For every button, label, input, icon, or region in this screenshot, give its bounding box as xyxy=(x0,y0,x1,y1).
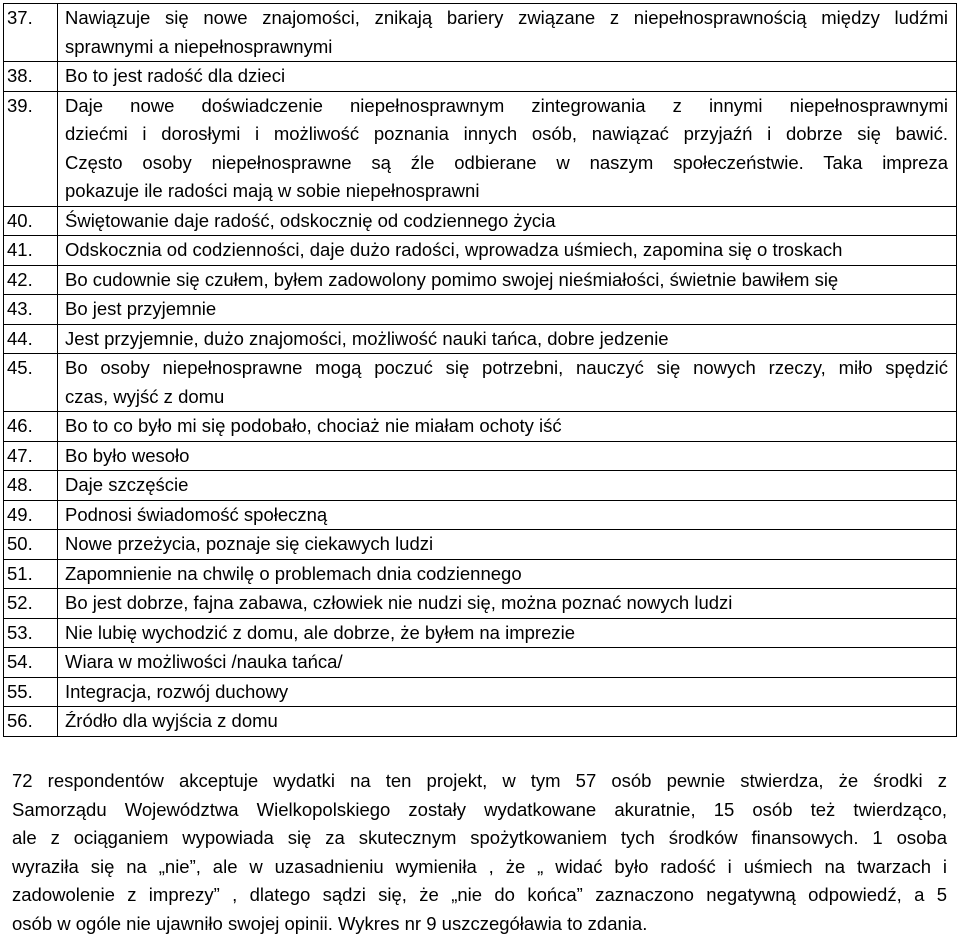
item-number: 37. xyxy=(4,4,58,62)
item-text-line: Daje szczęście xyxy=(65,474,189,495)
item-text xyxy=(58,677,957,707)
table-row xyxy=(4,324,957,354)
item-number: 42. xyxy=(4,265,58,295)
item-text-line: Odskocznia od codzienności, daje dużo radości, wprowadza uśmiech, zapomina się o troskach xyxy=(65,239,843,260)
item-number: 41. xyxy=(4,236,58,266)
item-text xyxy=(58,530,957,560)
item-text xyxy=(58,354,957,412)
item-text-line: Bo cudownie się czułem, byłem zadowolony pomimo swojej nieśmiałości, świetnie bawiłem się xyxy=(65,268,839,290)
item-text-line: Bo osoby niepełnosprawne mogą poczuć się potrzebni, nauczyć się nowych rzeczy, miło spędzić xyxy=(65,357,948,378)
item-text xyxy=(58,500,957,530)
item-number: 50. xyxy=(4,530,58,560)
item-number: 56. xyxy=(4,707,58,737)
item-text-line: Nie lubię wychodzić z domu, ale dobrze, że byłem na imprezie xyxy=(65,621,576,643)
item-text xyxy=(58,412,957,442)
table-row xyxy=(4,530,957,560)
table-row xyxy=(4,91,957,206)
item-text-line: pokazuje ile radości mają w sobie niepełnosprawni xyxy=(65,180,480,201)
summary-line: 72 respondentów akceptuje wydatki na ten projekt, w tym 57 osób pewnie stwierdza, że środki z xyxy=(12,770,947,791)
responses-table-body xyxy=(4,4,957,737)
item-number: 48. xyxy=(4,471,58,501)
item-number: 43. xyxy=(4,295,58,325)
item-text xyxy=(58,265,957,295)
item-text-line: Nowe przeżycia, poznaje się ciekawych ludzi xyxy=(65,533,434,554)
item-text-line: Daje nowe doświadczenie niepełnosprawnym zintegrowania z innymi niepełnosprawnymi xyxy=(65,94,948,116)
item-number: 38. xyxy=(4,62,58,92)
summary-line: wyraziła się na „nie”, ale w uzasadnieniu wymieniła , że „ widać było radość i uśmiech na twarzach i xyxy=(12,855,947,877)
item-text xyxy=(58,91,957,206)
item-text-line: Integracja, rozwój duchowy xyxy=(65,680,289,702)
item-text-line: Zapomnienie na chwilę o problemach dnia codziennego xyxy=(65,562,522,584)
item-text xyxy=(58,206,957,236)
item-number: 55. xyxy=(4,677,58,707)
table-row xyxy=(4,265,957,295)
table-row xyxy=(4,500,957,530)
item-text-line: Bo to jest radość dla dzieci xyxy=(65,65,286,86)
table-row xyxy=(4,62,957,92)
table-row xyxy=(4,471,957,501)
table-row xyxy=(4,677,957,707)
item-number: 54. xyxy=(4,648,58,678)
item-text xyxy=(58,471,957,501)
item-text xyxy=(58,4,957,62)
table-row xyxy=(4,441,957,471)
table-row xyxy=(4,559,957,589)
table-row xyxy=(4,4,957,62)
summary-paragraph xyxy=(12,767,947,939)
item-text xyxy=(58,648,957,678)
responses-table xyxy=(3,3,957,737)
table-row xyxy=(4,206,957,236)
item-text xyxy=(58,559,957,589)
summary-line: ale z ociąganiem wypowiada się za skutecznym spożytkowaniem tych środków finansowych. 1 osoba xyxy=(12,827,947,849)
item-text xyxy=(58,589,957,619)
item-text-line: Bo jest przyjemnie xyxy=(65,298,217,319)
table-row xyxy=(4,236,957,266)
item-text-line: czas, wyjść z domu xyxy=(65,385,225,407)
item-text xyxy=(58,441,957,471)
item-number: 46. xyxy=(4,412,58,442)
item-number: 52. xyxy=(4,589,58,619)
table-row xyxy=(4,295,957,325)
item-text-line: sprawnymi a niepełnosprawnymi xyxy=(65,35,333,57)
item-text-line: dziećmi i dorosłymi i możliwość poznania innych osób, nawiązać przyjaźń i dobrze się bawić. xyxy=(65,123,948,144)
item-text-line: Podnosi świadomość społeczną xyxy=(65,503,328,525)
summary-line: Samorządu Województwa Wielkopolskiego zostały wydatkowane akuratnie, 15 osób też twierdząco, xyxy=(12,798,947,820)
item-number: 40. xyxy=(4,206,58,236)
item-text xyxy=(58,236,957,266)
item-number: 49. xyxy=(4,500,58,530)
item-text-line: Wiara w możliwości /nauka tańca/ xyxy=(65,651,343,672)
item-text xyxy=(58,707,957,737)
item-text-line: Bo jest dobrze, fajna zabawa, człowiek nie nudzi się, można poznać nowych ludzi xyxy=(65,592,733,613)
summary-line: osób w ogóle nie ujawniło swojej opinii. Wykres nr 9 uszczegóławia to zdania. xyxy=(12,912,648,934)
item-number: 39. xyxy=(4,91,58,206)
item-text xyxy=(58,618,957,648)
item-text-line: Nawiązuje się nowe znajomości, znikają bariery związane z niepełnosprawnością między ludźmi xyxy=(65,7,948,28)
item-text-line: Jest przyjemnie, dużo znajomości, możliwość nauki tańca, dobre jedzenie xyxy=(65,327,669,349)
table-row xyxy=(4,589,957,619)
item-text-line: Często osoby niepełnosprawne są źle odbierane w naszym społeczeństwie. Taka impreza xyxy=(65,151,948,173)
table-row xyxy=(4,618,957,648)
item-number: 53. xyxy=(4,618,58,648)
item-number: 47. xyxy=(4,441,58,471)
item-text xyxy=(58,62,957,92)
item-number: 45. xyxy=(4,354,58,412)
item-text-line: Źródło dla wyjścia z domu xyxy=(65,710,278,731)
item-text-line: Bo było wesoło xyxy=(65,444,190,466)
item-text-line: Bo to co było mi się podobało, chociaż nie miałam ochoty iść xyxy=(65,415,562,436)
table-row xyxy=(4,354,957,412)
summary-line: zadowolenie z imprezy” , dlatego sądzi się, że „nie do końca” zaznaczono negatywną odpowiedź, a 5 xyxy=(12,884,947,906)
item-text xyxy=(58,324,957,354)
item-number: 51. xyxy=(4,559,58,589)
item-text xyxy=(58,295,957,325)
item-number: 44. xyxy=(4,324,58,354)
table-row xyxy=(4,707,957,737)
item-text-line: Świętowanie daje radość, odskocznię od codziennego życia xyxy=(65,209,556,231)
table-row xyxy=(4,412,957,442)
table-row xyxy=(4,648,957,678)
